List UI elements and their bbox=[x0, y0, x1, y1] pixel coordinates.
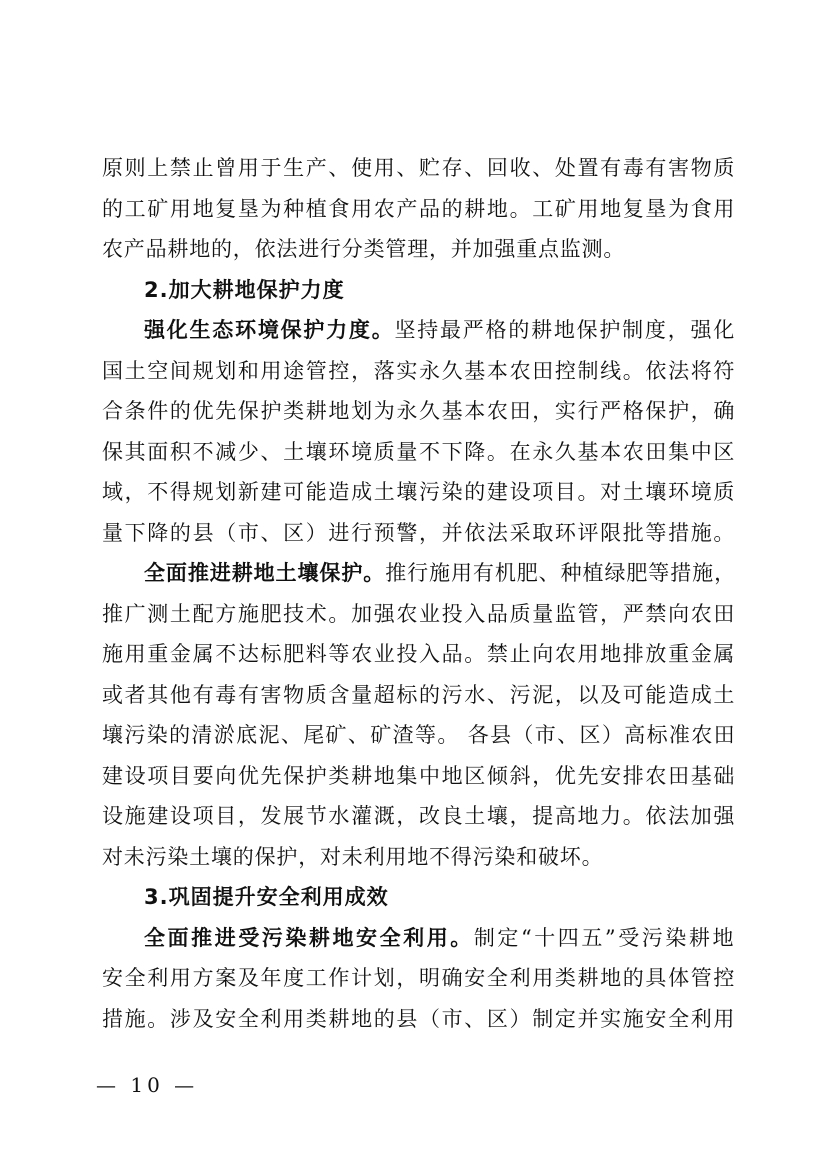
body-text: 施用重金属不达标肥料等农业投入品。禁止向农用地排放重金属 bbox=[102, 642, 736, 666]
body-text: 保其面积不减少、土壤环境质量不下降。在永久基本农田集中区 bbox=[102, 439, 736, 464]
section-heading bbox=[102, 270, 738, 311]
body-text: 坚持最严格的耕地保护制度，强化 bbox=[394, 318, 737, 342]
text-line bbox=[102, 715, 738, 756]
body-text: 原则上禁止曾用于生产、使用、贮存、回收、处置有毒有害物质 bbox=[102, 156, 736, 180]
body-text: 合条件的优先保护类耕地划为永久基本农田，实行严格保护，确 bbox=[102, 399, 736, 423]
text-line bbox=[102, 594, 738, 635]
document-body bbox=[102, 148, 738, 1039]
text-line bbox=[102, 472, 738, 513]
body-text: 建设项目要向优先保护类耕地集中地区倾斜，优先安排农田基础 bbox=[102, 763, 736, 788]
body-text: 安全利用方案及年度工作计划，明确安全利用类耕地的具体管控 bbox=[102, 966, 736, 990]
text-line bbox=[102, 310, 738, 351]
text-line bbox=[102, 432, 738, 473]
text-line bbox=[102, 229, 738, 270]
body-text: 推广测土配方施肥技术。加强农业投入品质量监管，严禁向农田 bbox=[102, 601, 736, 626]
heading-text: 3.巩固提升安全利用成效 bbox=[144, 885, 389, 909]
text-line bbox=[102, 918, 738, 959]
text-line bbox=[102, 189, 738, 230]
body-text: 国土空间规划和用途管控，落实永久基本农田控制线。依法将符 bbox=[102, 358, 736, 383]
paragraph-lead: 强化生态环境保护力度。 bbox=[144, 318, 395, 342]
body-text: 对未污染土壤的保护，对未利用地不得污染和破坏。 bbox=[102, 844, 604, 869]
body-text: 的工矿用地复垦为种植食用农产品的耕地。工矿用地复垦为食用 bbox=[102, 196, 736, 221]
body-text: 推行施用有机肥、种植绿肥等措施， bbox=[385, 561, 737, 585]
body-text: 措施。涉及安全利用类耕地的县（市、区）制定并实施安全利用 bbox=[102, 1006, 736, 1031]
body-text: 量下降的县（市、区）进行预警，并依法采取环评限批等措施。 bbox=[102, 520, 736, 545]
text-line bbox=[102, 351, 738, 392]
text-line bbox=[102, 999, 738, 1040]
body-text: 或者其他有毒有害物质含量超标的污水、污泥，以及可能造成土 bbox=[102, 682, 736, 707]
heading-text: 2.加大耕地保护力度 bbox=[144, 277, 345, 302]
text-line bbox=[102, 513, 738, 554]
text-line bbox=[102, 553, 738, 594]
page-number: — 10 — bbox=[96, 1073, 199, 1097]
text-line bbox=[102, 837, 738, 878]
text-line bbox=[102, 756, 738, 797]
body-text: 壤污染的清淤底泥、尾矿、矿渣等。 各县（市、区）高标准农田 bbox=[102, 723, 736, 747]
text-line bbox=[102, 796, 738, 837]
text-line bbox=[102, 391, 738, 432]
text-line bbox=[102, 958, 738, 999]
section-heading bbox=[102, 877, 738, 918]
text-line bbox=[102, 675, 738, 716]
paragraph-lead: 全面推进耕地土壤保护。 bbox=[144, 561, 386, 585]
body-text: 设施建设项目，发展节水灌溉，改良土壤，提高地力。依法加强 bbox=[102, 804, 736, 828]
body-text: 农产品耕地的，依法进行分类管理，并加强重点监测。 bbox=[102, 237, 626, 261]
paragraph-lead: 全面推进受污染耕地安全利用。 bbox=[144, 925, 474, 950]
body-text: 域，不得规划新建可能造成土壤污染的建设项目。对土壤环境质 bbox=[102, 480, 736, 504]
text-line bbox=[102, 634, 738, 675]
text-line bbox=[102, 148, 738, 189]
body-text: 制定“十四五”受污染耕地 bbox=[473, 925, 736, 950]
